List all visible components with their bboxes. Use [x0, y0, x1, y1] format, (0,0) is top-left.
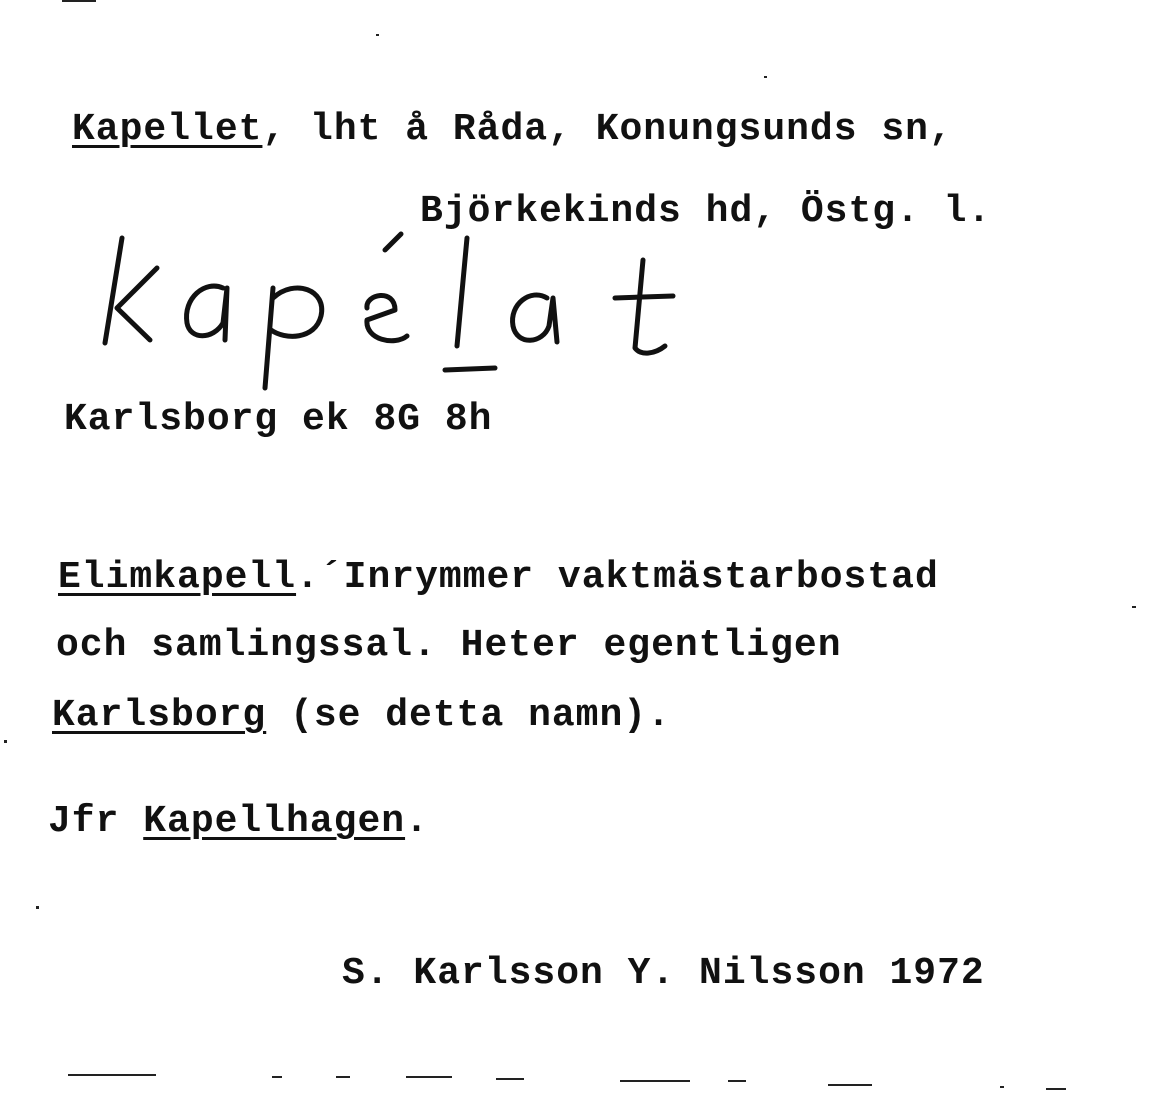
scan-speck	[764, 76, 767, 78]
scan-speck	[496, 1078, 524, 1080]
pronunciation-drawing	[95, 228, 695, 398]
crossref-prefix: Jfr	[48, 800, 144, 843]
scan-speck	[272, 1076, 282, 1078]
location-line: Björkekinds hd, Östg. l.	[420, 190, 992, 233]
entry-header-line	[72, 108, 953, 152]
scan-speck	[728, 1080, 746, 1082]
crossref-term: Kapellhagen	[143, 800, 406, 843]
scan-speck	[406, 1076, 452, 1078]
scan-speck	[1132, 606, 1136, 608]
scan-speck	[620, 1080, 690, 1082]
scan-speck	[828, 1084, 872, 1086]
scan-speck	[1046, 1088, 1066, 1090]
description-line-1-rest: .´Inrymmer vaktmästarbostad	[296, 556, 939, 599]
scan-speck	[1000, 1086, 1004, 1088]
scan-speck	[36, 906, 39, 909]
description-line-3-rest: (se detta namn).	[266, 694, 671, 737]
description-line-2: och samlingssal. Heter egentligen	[56, 624, 842, 667]
description-term: Elimkapell	[58, 556, 297, 599]
cross-reference	[48, 800, 429, 844]
description-ref-term: Karlsborg	[52, 694, 267, 737]
header-rest-text: , lht å Råda, Konungsunds sn,	[262, 108, 953, 151]
scan-speck	[68, 1074, 156, 1076]
headword: Kapellet	[72, 108, 263, 151]
signature: S. Karlsson Y. Nilsson 1972	[342, 952, 985, 995]
map-reference: Karlsborg ek 8G 8h	[64, 398, 493, 441]
scan-speck	[336, 1076, 350, 1078]
scan-speck	[376, 34, 379, 36]
scan-speck	[62, 0, 96, 2]
description-line-3	[52, 694, 671, 738]
crossref-suffix: .	[405, 800, 429, 843]
handwritten-pronunciation	[95, 228, 695, 398]
description-line-1	[58, 556, 939, 600]
scan-speck	[4, 740, 7, 743]
